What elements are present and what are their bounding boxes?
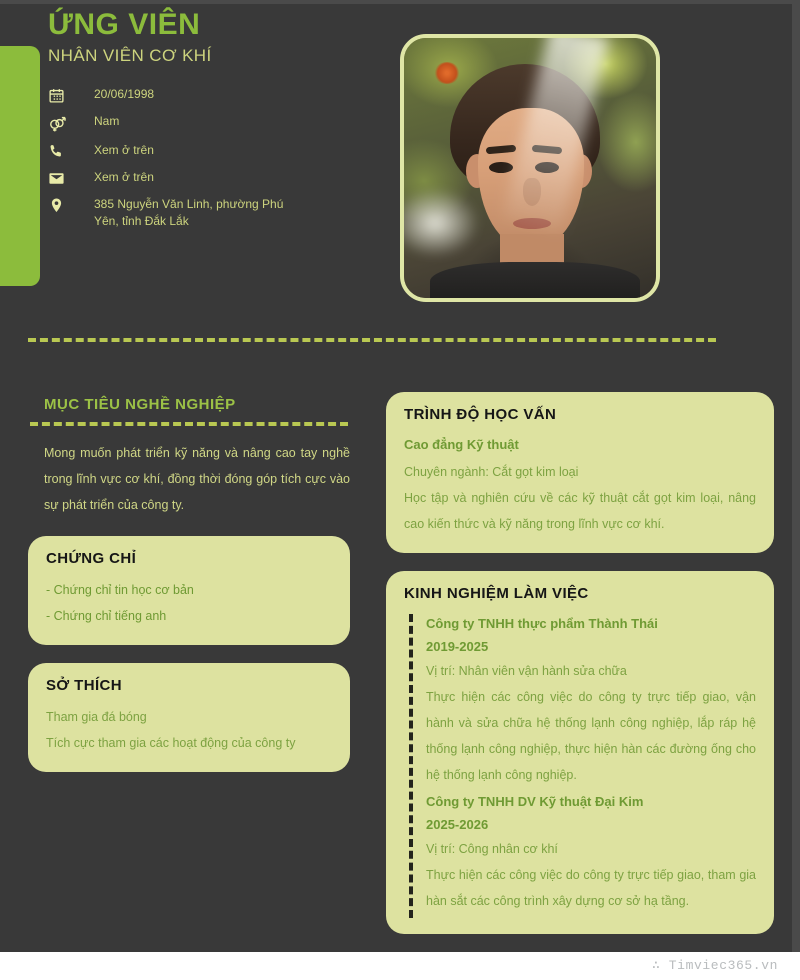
info-row-birthdate (48, 86, 378, 104)
education-description: Học tập và nghiên cứu về các kỹ thuật cắt gọt kim loại, nâng cao kiến thức và kỹ năng trong lĩnh vực cơ khí. (404, 491, 756, 531)
section-education (386, 392, 774, 553)
gender-value: Nam (94, 113, 120, 128)
birthdate-value: 20/06/1998 (94, 86, 155, 101)
section-objective (28, 396, 350, 518)
address-value: 385 Nguyễn Văn Linh, phường Phú Yên, tỉnh Đắk Lắk (94, 196, 284, 228)
experience-company: Công ty TNHH thực phẩm Thành Thái (426, 616, 658, 631)
experience-timeline-rail (409, 614, 413, 918)
section-experience (386, 571, 774, 934)
info-row-gender (48, 113, 378, 133)
calendar-icon (48, 86, 94, 104)
education-degree: Cao đẳng Kỹ thuật (404, 437, 519, 452)
avatar (400, 34, 660, 302)
mail-icon (48, 169, 94, 187)
objective-title: MỤC TIÊU NGHỀ NGHIỆP (44, 396, 236, 413)
section-hobbies (28, 663, 350, 772)
certificate-item: - Chứng chỉ tiếng anh (46, 609, 167, 623)
certificates-title: CHỨNG CHỈ (46, 550, 137, 567)
header-text-block (48, 8, 378, 239)
right-edge-strip (792, 0, 800, 952)
experience-years: 2019-2025 (426, 639, 489, 654)
objective-rule (30, 422, 348, 426)
phone-value: Xem ở trên (94, 142, 154, 157)
experience-timeline (404, 612, 756, 914)
experience-description: Thực hiện các công việc do công ty trực tiếp giao, tham gia hàn sắt các công trình xây dựng cơ sở hạ tầng. (426, 868, 756, 908)
info-row-address (48, 196, 378, 230)
certificate-item: - Chứng chỉ tin học cơ bản (46, 583, 194, 597)
hobbies-title: SỞ THÍCH (46, 677, 122, 694)
hobby-item: Tham gia đá bóng (46, 710, 147, 724)
section-certificates (28, 536, 350, 645)
left-column (28, 396, 350, 790)
watermark: ∴ Timviec365.vn (651, 958, 778, 973)
email-value: Xem ở trên (94, 169, 154, 184)
info-row-email (48, 169, 378, 187)
experience-position: Vị trí: Công nhân cơ khí (426, 842, 558, 856)
education-major: Chuyên ngành: Cắt gọt kim loại (404, 465, 579, 479)
page-title: ỨNG VIÊN (48, 8, 201, 41)
contact-info-list (48, 86, 378, 230)
objective-body: Mong muốn phát triển kỹ năng và nâng cao tay nghề trong lĩnh vực cơ khí, đồng thời đóng góp tích cực vào sự phát triển của công ty. (44, 446, 350, 512)
info-row-phone (48, 142, 378, 160)
header-accent-bar (0, 46, 40, 286)
section-divider (28, 338, 716, 342)
page-footer (0, 952, 800, 980)
right-column (386, 392, 774, 952)
experience-years: 2025-2026 (426, 817, 489, 832)
experience-entry (426, 612, 756, 788)
education-title: TRÌNH ĐỘ HỌC VẤN (404, 406, 557, 423)
avatar-image (404, 38, 656, 298)
experience-title: KINH NGHIỆM LÀM VIỆC (404, 585, 589, 602)
experience-description: Thực hiện các công việc do công ty trực tiếp giao, vận hành và sửa chữa hệ thống lạnh công nghiệp, lắp ráp hệ thống lạnh công nghiệp, thực hiện hàn các đường ống cho hệ thống lạnh công nghiệp. (426, 690, 756, 782)
cv-header (0, 4, 792, 334)
experience-company: Công ty TNHH DV Kỹ thuật Đại Kim (426, 794, 644, 809)
gender-icon (48, 113, 94, 133)
experience-position: Vị trí: Nhân viên vận hành sửa chữa (426, 664, 627, 678)
phone-icon (48, 142, 94, 160)
experience-entry (426, 790, 756, 914)
cv-canvas (0, 4, 792, 952)
hobby-item: Tích cực tham gia các hoạt động của công ty (46, 736, 296, 750)
location-icon (48, 196, 94, 214)
candidate-role: NHÂN VIÊN CƠ KHÍ (48, 45, 212, 65)
